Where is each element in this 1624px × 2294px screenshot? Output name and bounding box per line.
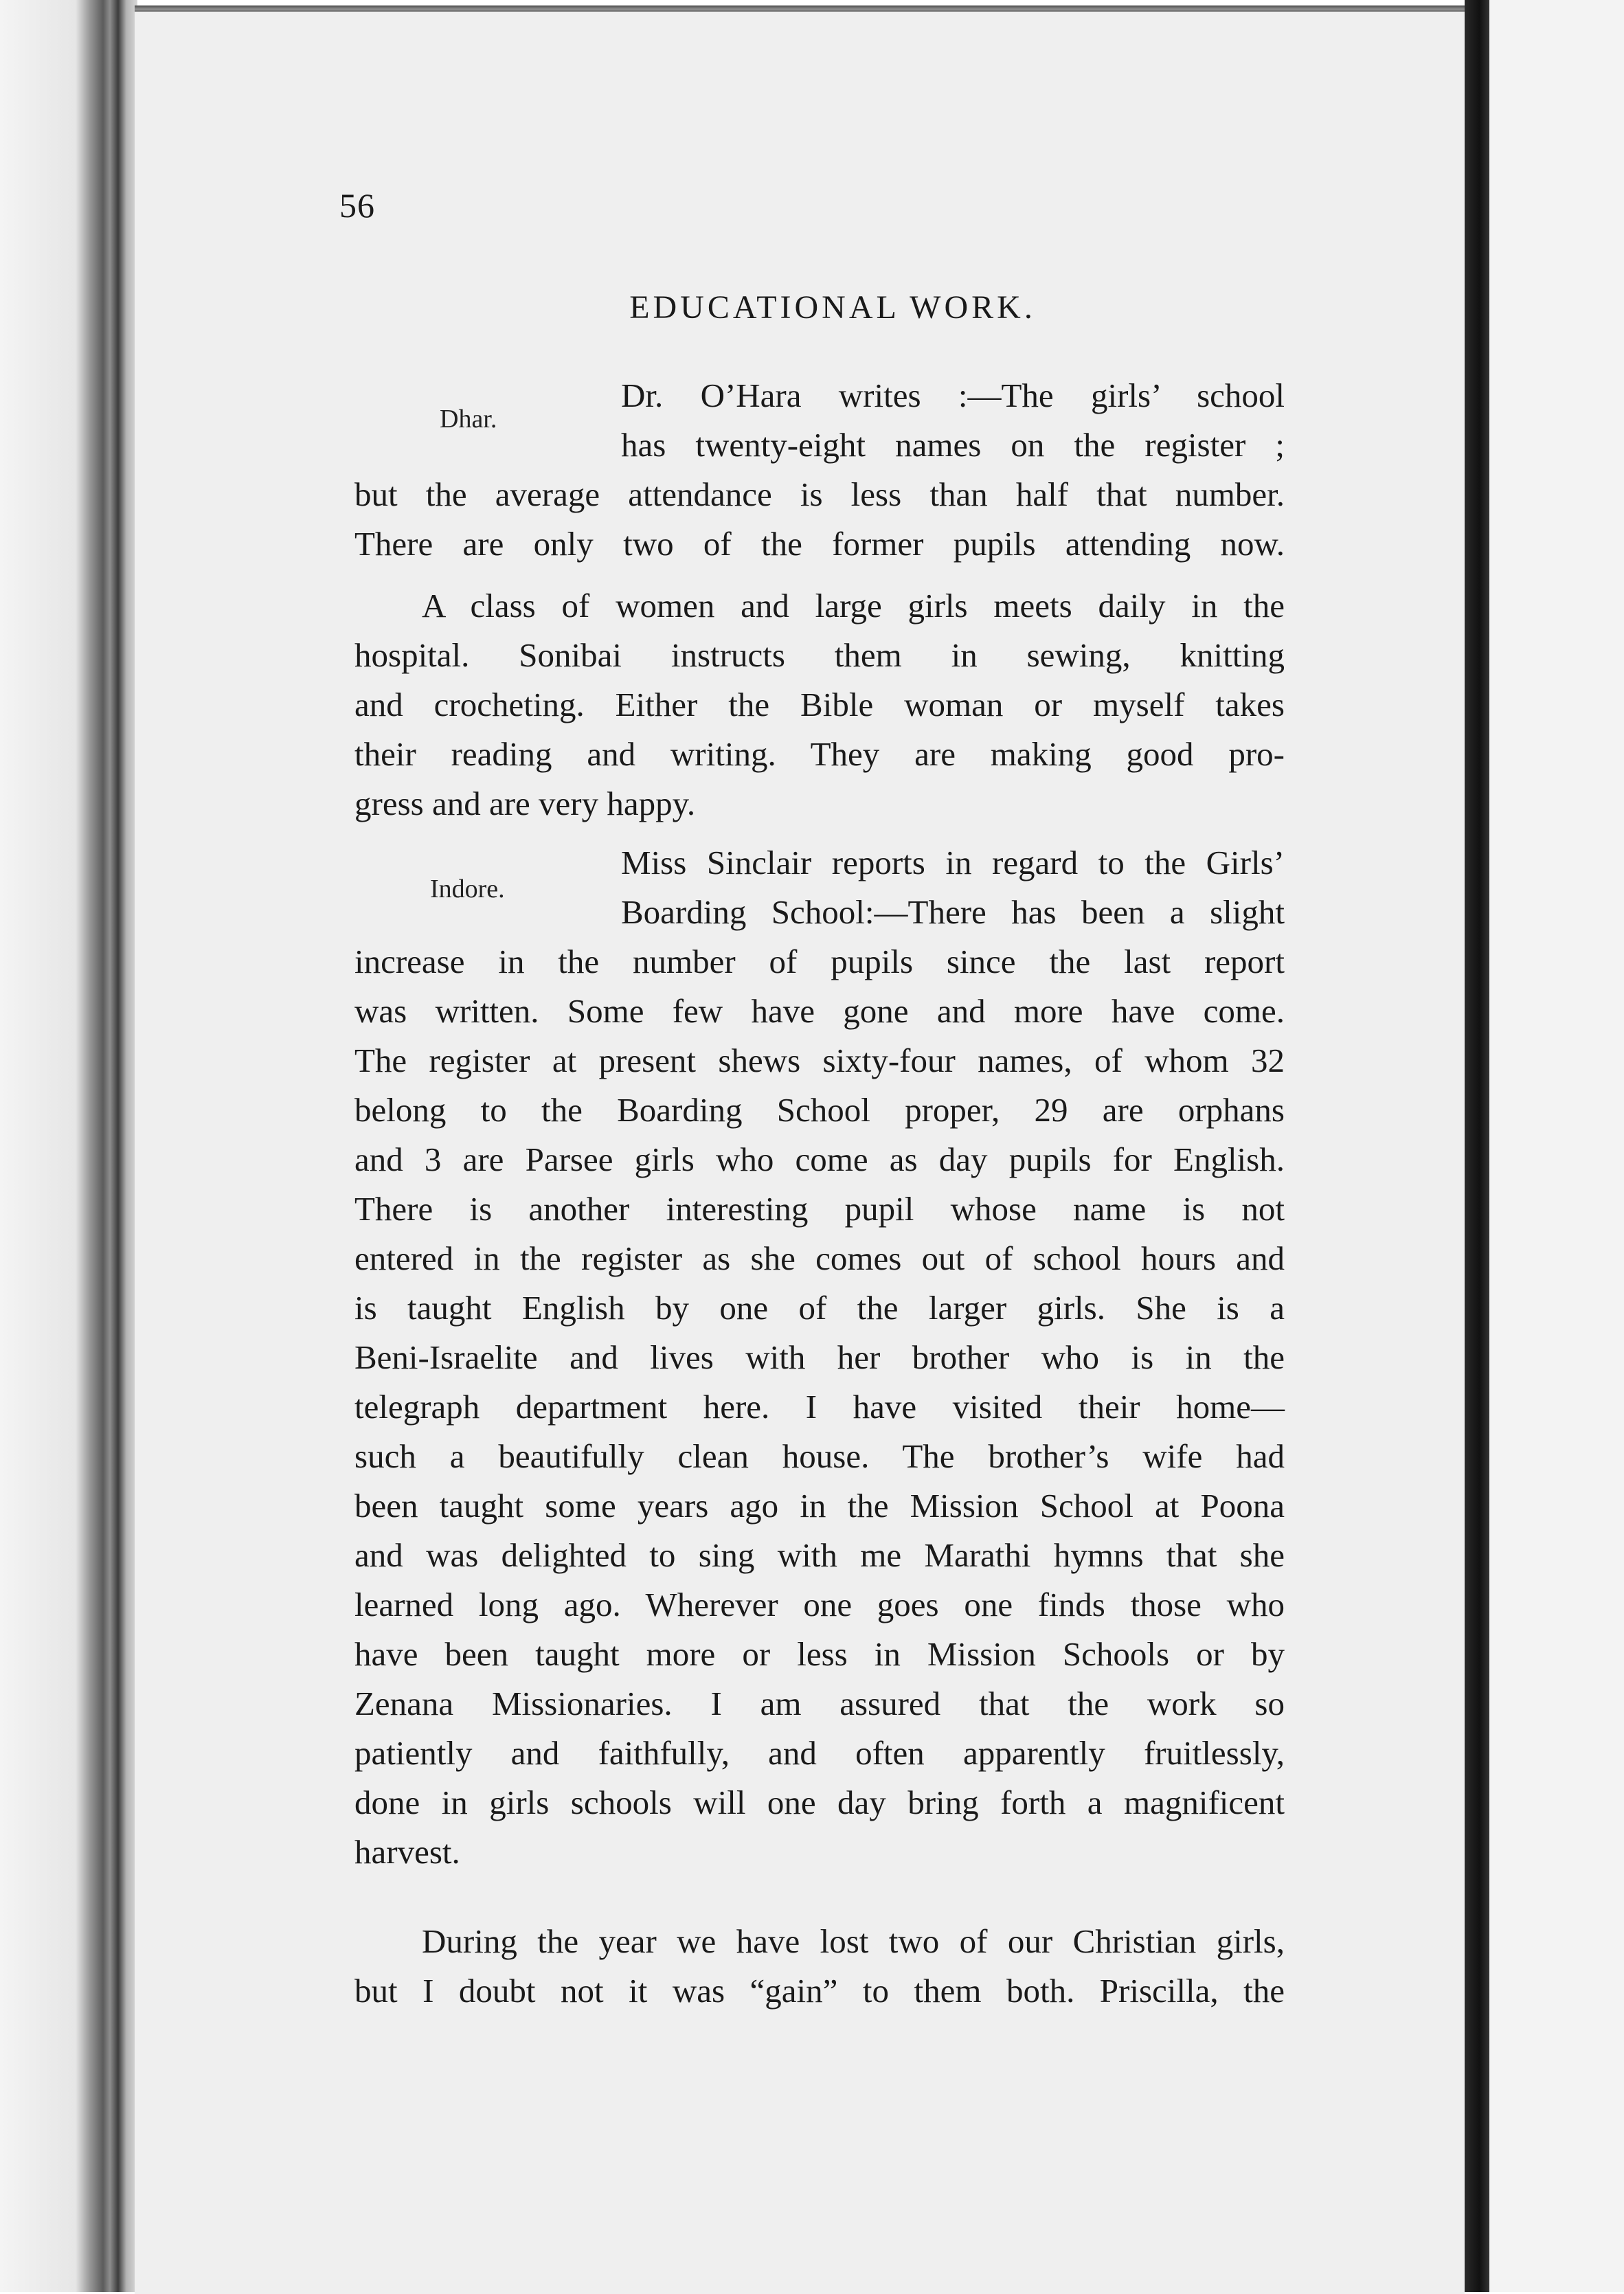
page-number: 56	[339, 186, 375, 225]
text-line: has twenty-eight names on the register ;	[621, 426, 1285, 464]
sidenote-indore: Indore.	[430, 875, 505, 903]
text-line: harvest.	[354, 1833, 460, 1871]
text-line: patiently and faithfully, and often apparently fruitlessly,	[354, 1734, 1285, 1772]
text-line: There is another interesting pupil whose name is not	[354, 1190, 1285, 1228]
text-line: Zenana Missionaries. I am assured that the work so	[354, 1685, 1285, 1722]
text-line: Dr. O’Hara writes :—The girls’ school	[621, 376, 1285, 414]
text-line: and was delighted to sing with me Marathi hymns that she	[354, 1536, 1285, 1574]
text-line: their reading and writing. They are making good pro-	[354, 735, 1285, 773]
text-line: done in girls schools will one day bring forth a magnificent	[354, 1784, 1285, 1821]
text-line: and 3 are Parsee girls who come as day pupils for English.	[354, 1140, 1285, 1178]
text-line: During the year we have lost two of our Christian girls,	[422, 1922, 1285, 1960]
text-line: but the average attendance is less than half that number.	[354, 475, 1285, 513]
adjacent-page-edge	[1489, 0, 1624, 2292]
text-line: Beni-Israelite and lives with her brother who is in the	[354, 1338, 1285, 1376]
text-line: There are only two of the former pupils attending now.	[354, 525, 1285, 563]
paragraph-2	[354, 581, 1285, 829]
text-line: increase in the number of pupils since the last report	[354, 943, 1285, 980]
paragraph-3	[354, 937, 1285, 1877]
paragraph-4	[354, 1917, 1285, 2016]
text-line: such a beautifully clean house. The brother’s wife had	[354, 1437, 1285, 1475]
paragraph-1-opening	[621, 371, 1285, 470]
text-line: Boarding School:—There has been a slight	[621, 893, 1285, 931]
text-line: have been taught more or less in Mission Schools or by	[354, 1635, 1285, 1673]
scan-left-edge	[0, 0, 137, 2292]
paragraph-3-opening	[621, 838, 1285, 937]
text-line: is taught English by one of the larger girls. She is a	[354, 1289, 1285, 1327]
text-line: been taught some years ago in the Mission School at Poona	[354, 1487, 1285, 1525]
text-line: and crocheting. Either the Bible woman or myself takes	[354, 686, 1285, 723]
text-line: belong to the Boarding School proper, 29 are orphans	[354, 1091, 1285, 1129]
text-line: telegraph department here. I have visited their home—	[354, 1388, 1285, 1426]
text-line: was written. Some few have gone and more have come.	[354, 992, 1285, 1030]
text-line: learned long ago. Wherever one goes one finds those who	[354, 1586, 1285, 1623]
section-heading: EDUCATIONAL WORK.	[629, 289, 1036, 326]
scan-gutter	[1465, 0, 1489, 2292]
paragraph-1	[354, 470, 1285, 569]
text-line: hospital. Sonibai instructs them in sewing, knitting	[354, 636, 1285, 674]
sidenote-dhar: Dhar.	[440, 405, 497, 434]
text-line: A class of women and large girls meets daily in the	[422, 587, 1285, 625]
text-line: entered in the register as she comes out of school hours and	[354, 1239, 1285, 1277]
text-line: gress and are very happy.	[354, 785, 696, 822]
text-line: Miss Sinclair reports in regard to the Girls’	[621, 844, 1285, 881]
text-line: but I doubt not it was “gain” to them both. Priscilla, the	[354, 1972, 1285, 2010]
text-line: The register at present shews sixty-four names, of whom 32	[354, 1042, 1285, 1079]
